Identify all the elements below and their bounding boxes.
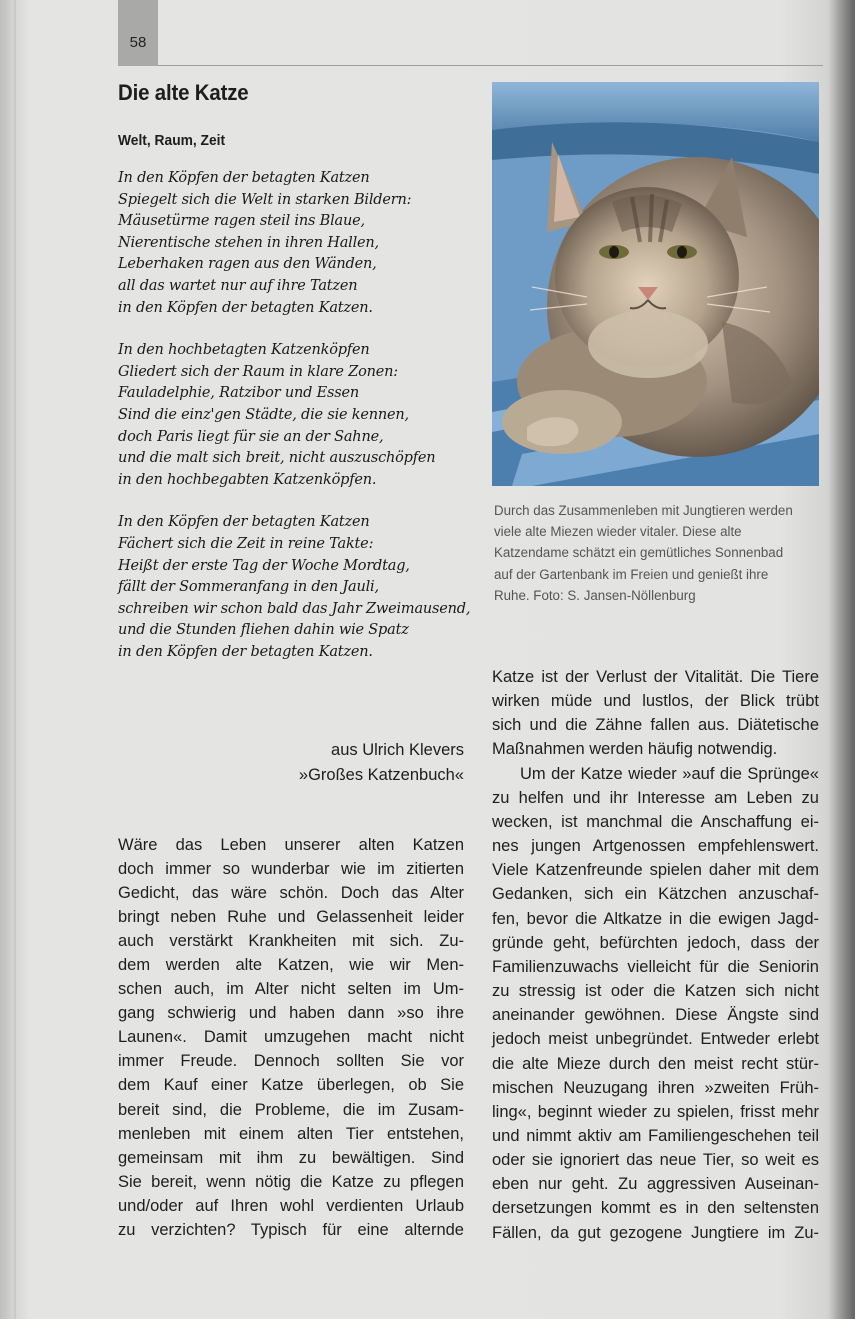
article-title: Die alte Katze xyxy=(118,80,249,105)
body-text-line: dem Kauf einer Katze überlegen, ob Sie xyxy=(118,1076,464,1095)
body-text-line: zu stressig ist oder die Katzen sich nicht xyxy=(492,982,819,1001)
body-text-line: die alte Mieze durch den meist recht stür- xyxy=(492,1054,819,1073)
caption-line: Durch das Zusammenleben mit Jungtieren werden xyxy=(494,503,793,519)
body-text-right-column xyxy=(492,665,819,1245)
poem-line: In den hochbetagten Katzenköpfen xyxy=(118,342,370,359)
poem-stanza xyxy=(118,168,468,319)
body-text-line: gründe geht, befürchten jedoch, dass der xyxy=(492,933,819,952)
body-text-line: bereit sind, die Probleme, die im Zusam- xyxy=(118,1100,464,1119)
body-text-line: Katze ist der Verlust der Vitalität. Die Tiere xyxy=(492,668,819,686)
poem-line: In den Köpfen der betagten Katzen xyxy=(118,170,370,186)
body-text-line: wecken, ist manchmal die Anschaffung ei- xyxy=(492,812,819,831)
page-number: 58 xyxy=(129,34,147,51)
body-text-line: Um der Katze wieder »auf die Sprünge« xyxy=(520,764,819,783)
body-text-line: immer Freude. Dennoch sollten Sie vor xyxy=(118,1052,464,1071)
body-text-line: eben nur geht. Zu aggressiven Auseinan- xyxy=(492,1175,819,1194)
poem-line: schreiben wir schon bald das Jahr Zweimausend, xyxy=(118,600,471,617)
cat-photo xyxy=(492,82,819,486)
poem-line: Nierentische stehen in ihren Hallen, xyxy=(118,234,379,251)
body-text-line: Viele Katzenfreunde spielen daher mit dem xyxy=(492,861,819,880)
body-text-line: sich und die Zähne fallen aus. Diätetische xyxy=(492,716,819,735)
book-gutter xyxy=(14,0,16,1319)
body-text-left-column xyxy=(118,833,464,1242)
caption-line: auf der Gartenbank im Freien und genießt ihre xyxy=(494,566,769,583)
poem-stanza xyxy=(118,340,468,491)
poem-line: und die malt sich breit, nicht auszuschöpfen xyxy=(118,450,436,467)
body-text-line: oder sie ignoriert das neue Tier, so weit es xyxy=(492,1151,819,1170)
body-text-line: schen auch, im Alter nicht selten im Um- xyxy=(118,980,464,999)
poem-line: Sind die einz'gen Städte, die sie kennen, xyxy=(118,406,409,423)
body-text-line: mischen Neuzugang ihren »zweiten Früh- xyxy=(492,1078,819,1097)
poem-line: doch Paris liegt für sie an der Sahne, xyxy=(118,428,384,445)
body-text-line: gemeinsam mit ihm zu bewältigen. Sind xyxy=(118,1148,464,1167)
body-text-line: ling«, beginnt wieder zu spielen, frisst mehr xyxy=(492,1102,819,1121)
body-text-line: nes jungen Artgenossen empfehlenswert. xyxy=(492,837,819,856)
poem-line: In den Köpfen der betagten Katzen xyxy=(118,514,370,531)
poem-line: in den hochbegabten Katzenköpfen. xyxy=(118,471,377,488)
caption-line: viele alte Miezen wieder vitaler. Diese alte xyxy=(494,524,742,541)
poem-source xyxy=(118,738,464,788)
poem-line: in den Köpfen der betagten Katzen. xyxy=(118,299,373,316)
poem-line: Heißt der erste Tag der Woche Mordtag, xyxy=(118,557,410,574)
body-text-line: und nimmt aktiv am Familiengeschehen teil xyxy=(492,1126,819,1145)
body-text-line: zu helfen und ihr Interesse am Leben zu xyxy=(492,788,819,807)
poem-line: fällt der Sommeranfang in den Jauli, xyxy=(118,579,379,596)
poem-line: Gliedert sich der Raum in klare Zonen: xyxy=(118,363,398,380)
body-text-line: fen, bevor die Altkatze in die ewigen Jagd- xyxy=(492,909,819,928)
body-text-line: bringt neben Ruhe und Gelassenheit leider xyxy=(118,908,464,927)
body-text-line: Launen«. Damit umzugehen macht nicht xyxy=(118,1028,464,1047)
body-text-line: Sie bereit, wenn nötig die Katze zu pflegen xyxy=(118,1172,464,1191)
body-text-line: menleben mit einem alten Tier entstehen, xyxy=(118,1124,464,1143)
body-text-line: doch immer so wunderbar wie im zitierten xyxy=(118,860,464,879)
body-text-line: und/oder auf Ihren wohl verdienten Urlaub xyxy=(118,1196,464,1215)
body-text-line: zu verzichten? Typisch für eine alternde xyxy=(118,1220,464,1239)
body-text-line: Maßnahmen werden häufig notwendig. xyxy=(492,740,778,759)
source-line: aus Ulrich Klevers xyxy=(331,741,464,759)
source-line: »Großes Katzenbuch« xyxy=(298,766,464,784)
header-rule xyxy=(158,65,823,66)
body-text-line: dem werden alte Katzen, wie wir Men- xyxy=(118,956,464,975)
page-number-tab xyxy=(118,0,158,66)
caption-line: Katzendame schätzt ein gemütliches Sonnenbad xyxy=(494,545,784,562)
caption-line: Ruhe. Foto: S. Jansen-Nöllenburg xyxy=(494,587,696,604)
poem-line: Leberhaken ragen aus den Wänden, xyxy=(118,256,377,273)
poem-line: in den Köpfen der betagten Katzen. xyxy=(118,643,373,660)
body-text-line: auch verstärkt Krankheiten mit sich. Zu- xyxy=(118,932,464,951)
poem-title: Welt, Raum, Zeit xyxy=(118,132,226,149)
poem-line: Mäusetürme ragen steil ins Blaue, xyxy=(118,213,365,230)
body-text-line: Wäre das Leben unserer alten Katzen xyxy=(118,836,464,854)
body-text-line: Fällen, da gut gezogene Jungtiere im Zu- xyxy=(492,1223,819,1242)
body-text-line: Gedanken, sich ein Kätzchen anzuschaf- xyxy=(492,885,819,904)
page-edge-shadow xyxy=(827,0,855,1319)
poem-stanza xyxy=(118,512,471,663)
poem-line: und die Stunden fliehen dahin wie Spatz xyxy=(118,622,409,639)
body-text-line: Familienzuwachs vielleicht für die Seniorin xyxy=(492,957,819,976)
poem xyxy=(118,168,471,684)
poem-line: all das wartet nur auf ihre Tatzen xyxy=(118,277,358,294)
body-text-line: jedoch meist unbegründet. Entweder erlebt xyxy=(492,1030,819,1049)
photo-caption xyxy=(494,501,804,607)
body-text-line: gang schwierig und haben dann »so ihre xyxy=(118,1004,464,1023)
poem-line: Fauladelphie, Ratzibor und Essen xyxy=(118,385,360,402)
poem-line: Fächert sich die Zeit in reine Takte: xyxy=(118,535,374,552)
body-text-line: wirken müde und lustlos, der Blick trübt xyxy=(492,692,819,711)
body-text-line: dersetzungen kommt es in den seltensten xyxy=(492,1199,819,1218)
body-text-line: aneinander gewöhnen. Diese Ängste sind xyxy=(492,1006,819,1025)
poem-line: Spiegelt sich die Welt in starken Bildern: xyxy=(118,191,412,208)
body-text-line: Gedicht, das wäre schön. Doch das Alter xyxy=(118,884,464,903)
